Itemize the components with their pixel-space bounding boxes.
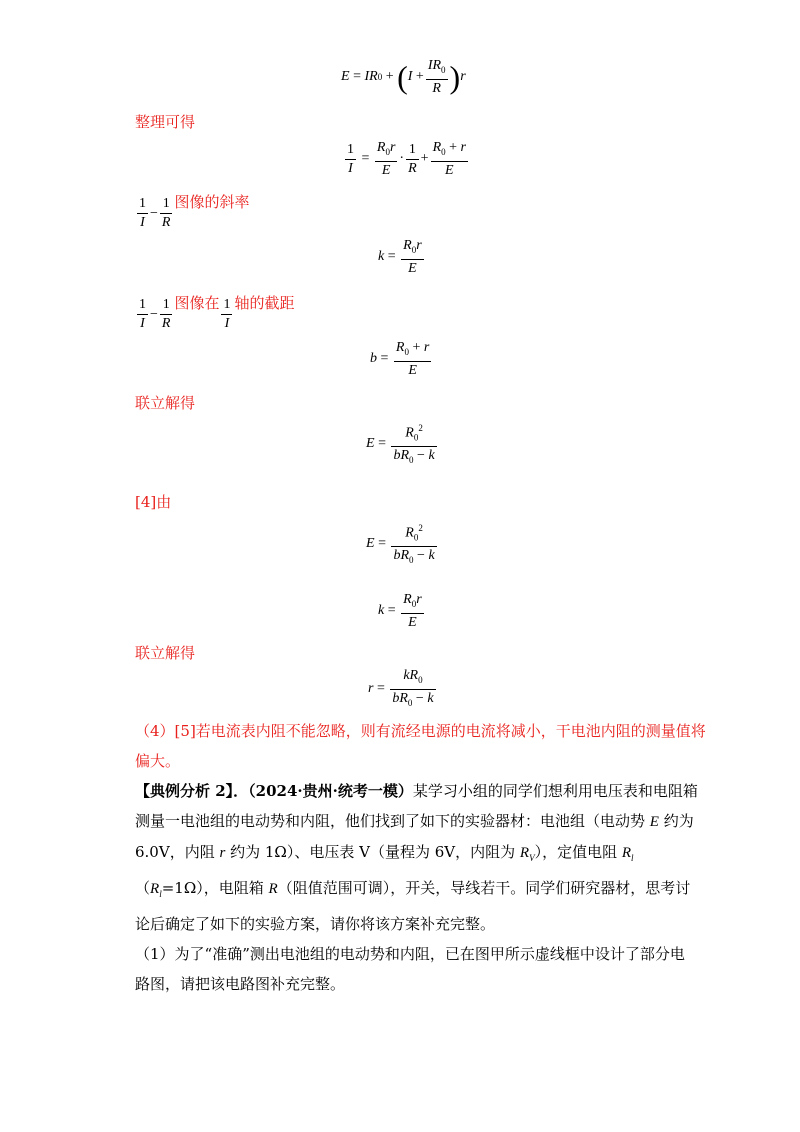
label-solve-2: 联立解得 xyxy=(135,644,196,662)
equation-reciprocal-current: $\frac{1}{I}$ = $\frac{R_0r}{E}$ · $\frac{1}{R}$ + $\frac{R_0 + r}{E}$ xyxy=(347,140,466,178)
slope-line: $\frac{1}{I}$ − $\frac{1}{R}$ 图像的斜率 xyxy=(139,193,250,230)
intercept-label-mid: 图像在 xyxy=(174,294,220,312)
equation-emf-repeat: E = $\frac{R_0^2}{bR_0 - k}$ xyxy=(366,520,439,568)
intercept-label-suffix: 轴的截距 xyxy=(234,294,295,312)
equation-intercept-b: b = $\frac{R_0 + r}{E}$ xyxy=(370,340,430,378)
example-problem: 【典例分析 2】．（2024·贵州·统考一模）某学习小组的同学们想利用电压表和电阻箱 测量一电池组的电动势和内阻，他们找到了如下的实验器材：电池组（电动势 E 约为 6.0V，内阻 r 约为 1Ω）、电压表 V（量程为 6V，内阻为 $R_V$），定值电阻 $R_l$ $(R_l=1\Omega)$，电阻箱 R（阻值范围可调），开关，导线若干。同学们研究器材，思考讨 论后确定了如下的实验方案，请你将该方案补充完整。 （1）为了“准确”测出电池组的电动势和内阻，已在图甲所示虚线框中设计了部分电 路图，请把该电路图补充完整。 xyxy=(135,776,675,999)
equation-emf-result: E = $\frac{R_0^2}{bR_0 - k}$ xyxy=(366,420,439,468)
slope-label: 图像的斜率 xyxy=(174,193,250,211)
example-line5: 论后确定了如下的实验方案，请你将该方案补充完整。 xyxy=(135,915,496,933)
example-line2: 测量一电池组的电动势和内阻，他们找到了如下的实验器材：电池组（电动势 xyxy=(135,812,646,830)
example-line1: 某学习小组的同学们想利用电压表和电阻箱 xyxy=(412,782,698,800)
question-1-line1: （1）为了“准确”测出电池组的电动势和内阻，已在图甲所示虚线框中设计了部分电 xyxy=(135,945,685,963)
equation-emf-kirchhoff: E = IR 0 + ( I + $\frac{IR_0}{R}$ ) r xyxy=(341,58,466,96)
analysis-step5-line2: 偏大。 xyxy=(135,752,181,770)
example-title: 【典例分析 2】．（2024·贵州·统考一模） xyxy=(135,782,413,800)
label-solve-1: 联立解得 xyxy=(135,394,196,412)
label-organize: 整理可得 xyxy=(135,113,196,131)
example-line4a: =1Ω），电阻箱 xyxy=(161,879,264,897)
example-line3c: ），定值电阻 xyxy=(534,843,618,861)
equation-slope-repeat: k = $\frac{R_0r}{E}$ xyxy=(378,592,422,630)
analysis-step5 xyxy=(135,716,706,776)
example-line3a: 6.0V，内阻 xyxy=(135,843,215,861)
equation-slope-k: k = $\frac{R_0r}{E}$ xyxy=(378,238,422,276)
intercept-line: $\frac{1}{I}$ − $\frac{1}{R}$ 图像在 $\frac{1}{I}$ 轴的截距 xyxy=(139,294,295,331)
label-step4: [4]由 xyxy=(135,493,172,511)
question-1-line2: 路图，请把该电路图补充完整。 xyxy=(135,975,346,993)
equation-internal-resistance: r = $\frac{kR_0}{bR_0 - k}$ xyxy=(368,668,434,708)
example-line2-tail: 约为 xyxy=(663,812,694,830)
analysis-step5-line1: （4）[5]若电流表内阻不能忽略，则有流经电源的电流将减小，干电池内阻的测量值将 xyxy=(135,722,706,740)
example-line3b: 约为 1Ω）、电压表 V（量程为 6V，内阻为 xyxy=(230,843,516,861)
example-line4b: （阻值范围可调），开关，导线若干。同学们研究器材，思考讨 xyxy=(277,879,691,897)
